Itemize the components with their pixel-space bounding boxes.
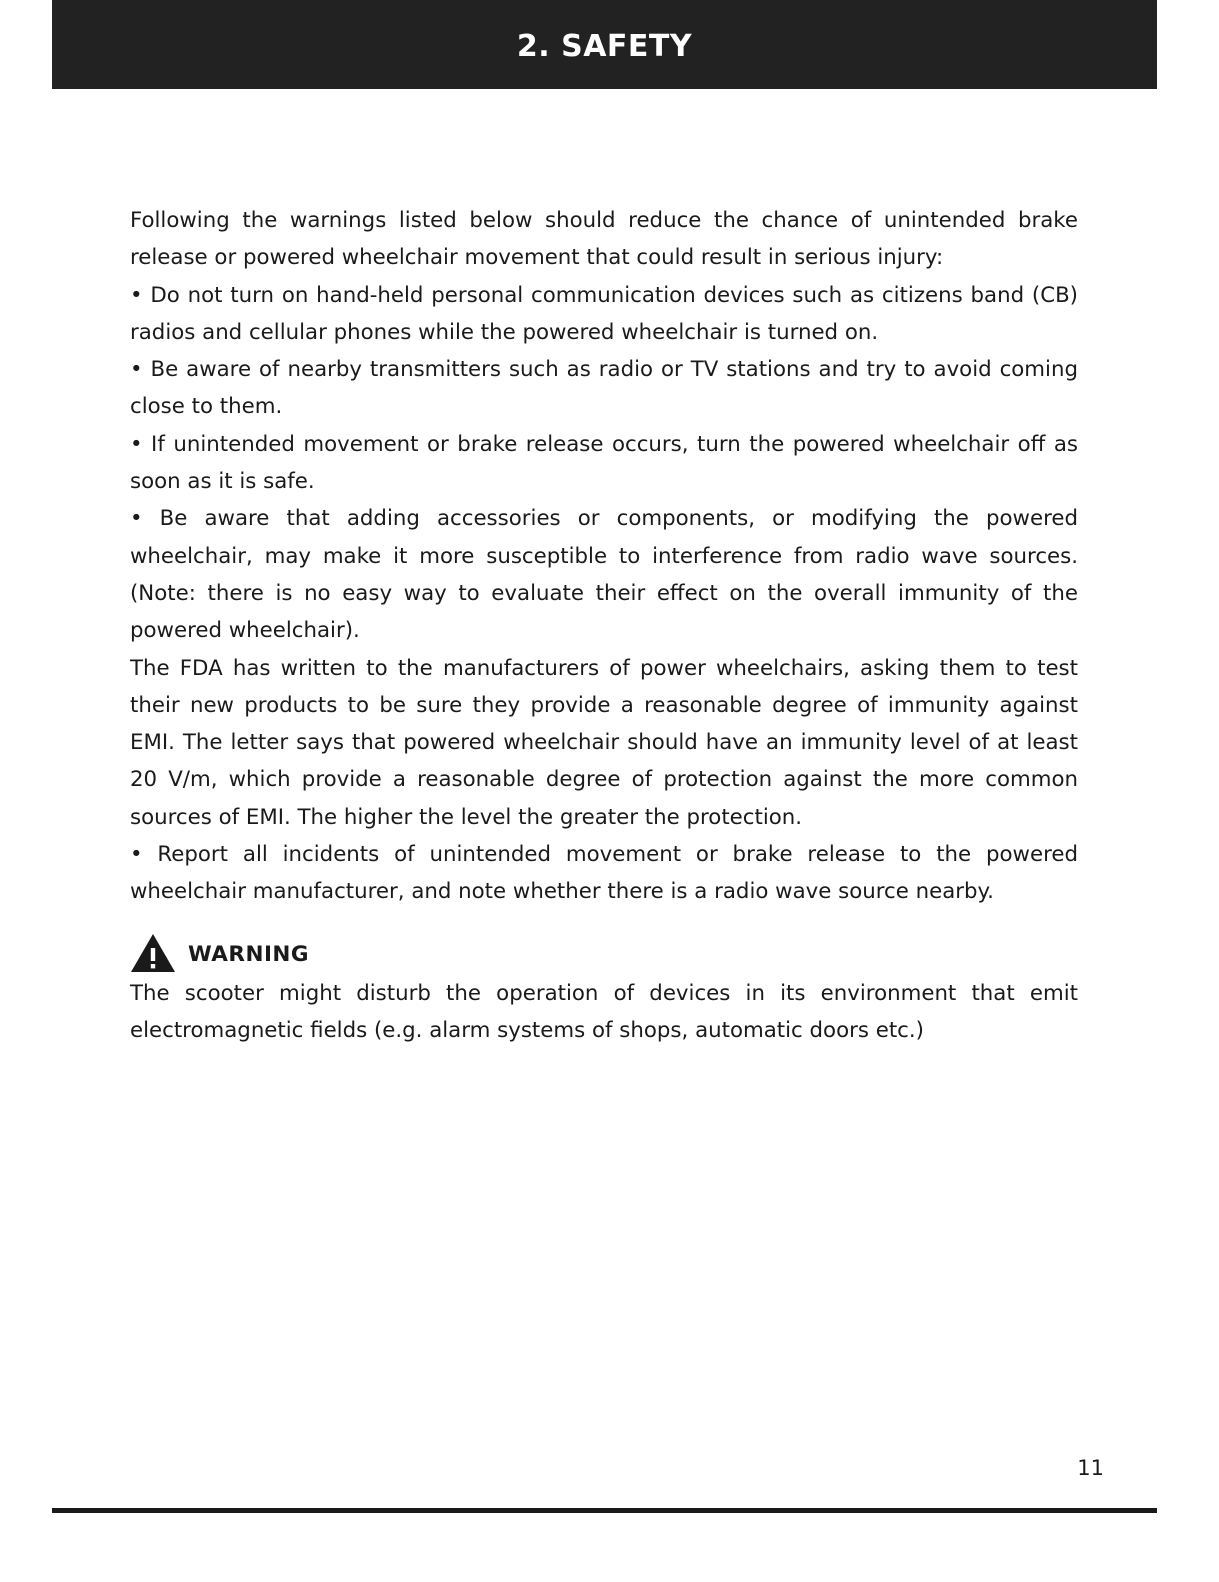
section-header-bar — [52, 0, 1157, 89]
body-content — [130, 202, 1078, 1049]
bullet-item-report-incidents: • Report all incidents of unintended movement or brake release to the powered wheelchair manufacturer, and note whether there is a radio wave source nearby. — [130, 842, 1078, 905]
warning-heading — [130, 931, 1078, 975]
warning-triangle-icon — [130, 933, 176, 973]
bullet-item-cb-radios: • Do not turn on hand-held personal communication devices such as citizens band (CB) radios and cellular phones while the powered wheelchair is turned on. — [130, 282, 1078, 345]
footer-rule — [52, 1508, 1157, 1513]
fda-paragraph: The FDA has written to the manufacturers of power wheelchairs, asking them to test their new products to be sure they provide a reasonable degree of immunity against EMI. The letter says that powered wheelchair should have an immunity level of at least 20 V/m, which provide a reasonable degree of protection against the more common sources of EMI. The higher the level the greater the protection. — [130, 655, 1078, 830]
bullet-item-unintended-movement: • If unintended movement or brake release occurs, turn the powered wheelchair off as soon as it is safe. — [130, 431, 1078, 495]
bullet-item-transmitters: • Be aware of nearby transmitters such as radio or TV stations and try to avoid coming close to them. — [130, 357, 1078, 420]
bullet-item-accessories: • Be aware that adding accessories or components, or modifying the powered wheelchair, may make it more susceptible to interference from radio wave sources. (Note: there is no easy way to evaluate their effect on the overall immunity of the powered wheelchair). — [130, 506, 1078, 644]
warning-block — [130, 931, 1078, 1050]
warning-label: WARNING — [188, 941, 310, 967]
page-number: 11 — [1077, 1456, 1104, 1480]
intro-paragraph: Following the warnings listed below should reduce the chance of unintended brake release or powered wheelchair movement that could result in serious injury: — [130, 208, 1078, 271]
warning-text: The scooter might disturb the operation of devices in its environment that emit electromagnetic fields (e.g. alarm systems of shops, automatic doors etc.) — [130, 980, 1078, 1043]
section-title: 2. SAFETY — [516, 29, 693, 64]
